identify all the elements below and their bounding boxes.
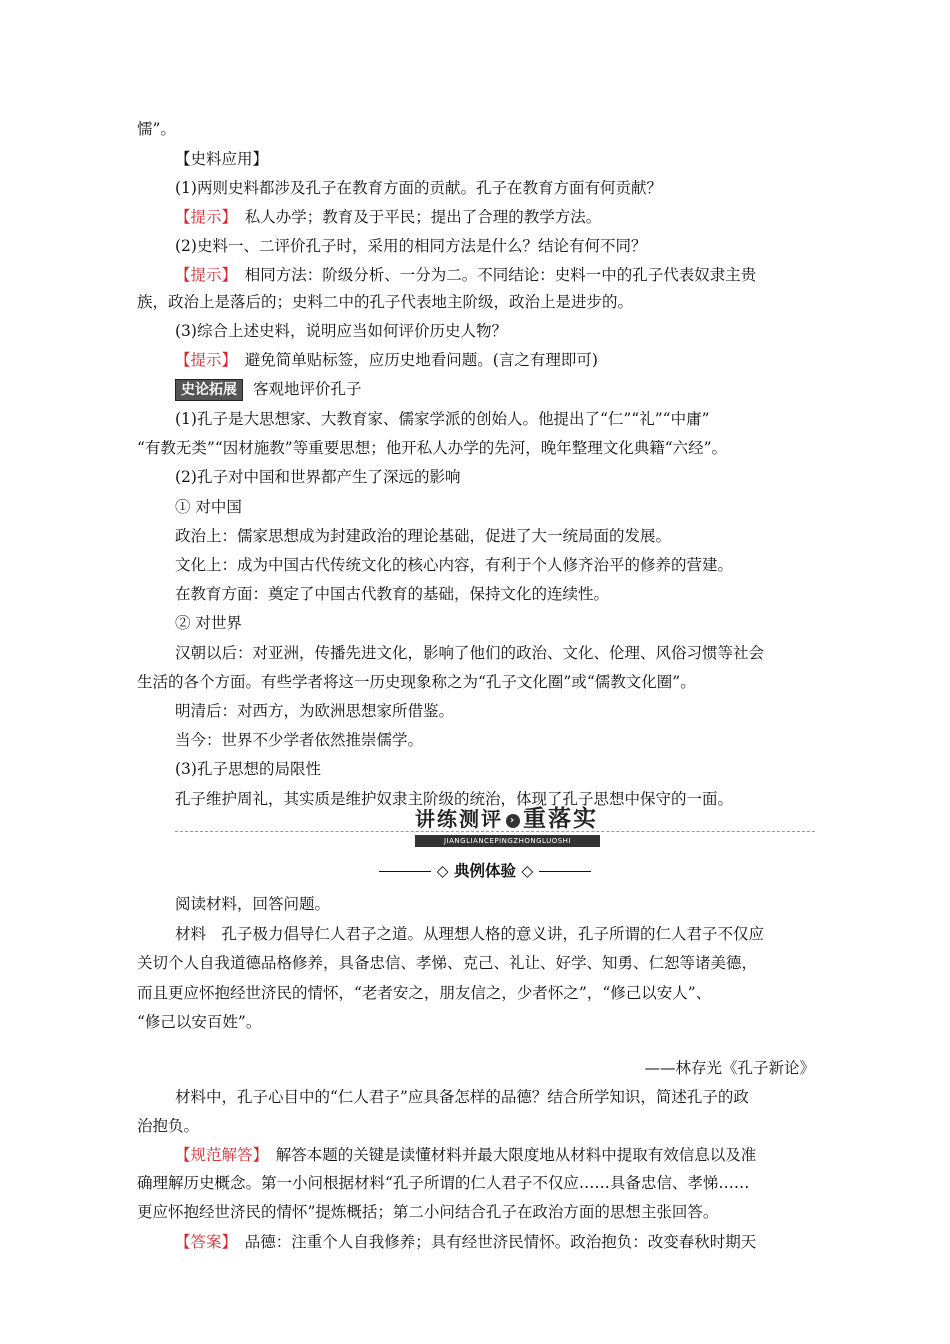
text-line: 关切个人自我道德品格修养，具备忠信、孝悌、克己、礼让、好学、知勇、仁恕等诸美德，	[137, 954, 758, 972]
hint-label: 【提示】	[175, 208, 230, 226]
question-2: (2)史料一、二评价孔子时，采用的相同方法是什么？结论有何不同？	[175, 237, 647, 255]
text-line: 材料中，孔子心目中的“仁人君子”应具备怎样的品德？结合所学知识，简述孔子的政	[175, 1088, 749, 1106]
text-line: 材料 孔子极力倡导仁人君子之道。从理想人格的意义讲，孔子所谓的仁人君子不仅应	[175, 924, 765, 943]
hint-text: 避免简单贴标签，应历史地看问题。(言之有理即可)	[244, 351, 598, 369]
heading-rule	[539, 871, 591, 872]
text-line: ② 对世界	[175, 614, 242, 633]
expand-title: 客观地评价孔子	[253, 380, 362, 398]
expand-tag: 史论拓展	[175, 379, 243, 401]
text-line: “修己以安百姓”。	[137, 1013, 262, 1031]
text-line: (2)孔子对中国和世界都产生了深远的影响	[175, 468, 461, 487]
text-line: 生活的各个方面。有些学者将这一历史现象称之为“孔子文化圈”或“儒教文化圈”。	[137, 672, 696, 691]
text-line: 懦”。	[137, 120, 176, 138]
text-line: 政治上：儒家思想成为封建政治的理论基础，促进了大一统局面的发展。	[175, 526, 672, 545]
hint-text: 相同方法：阶级分析、一分为二。不同结论：史料一中的孔子代表奴隶主贵	[244, 266, 757, 284]
answer-label: 【答案】	[175, 1233, 230, 1251]
section-label-sources: 【史料应用】	[175, 150, 269, 168]
material-source: ——林存光《孔子新论》	[644, 1059, 815, 1077]
text-line: 当今：世界不少学者依然推崇儒学。	[175, 731, 424, 750]
question-3: (3)综合上述史料，说明应当如何评价历史人物？	[175, 322, 507, 340]
banner-part2: 重落实	[523, 806, 598, 832]
text-line: 治抱负。	[137, 1117, 200, 1135]
text-line: ① 对中国	[175, 497, 242, 516]
text-line: 阅读材料，回答问题。	[175, 895, 331, 913]
text-line: 明清后：对西方，为欧洲思想家所借鉴。	[175, 702, 455, 720]
text-line: 孔子维护周礼，其实质是维护奴隶主阶级的统治，体现了孔子思想中保守的一面。	[175, 789, 734, 808]
analysis-text: 解答本题的关键是读懂材料并最大限度地从材料中提取有效信息以及准	[275, 1146, 757, 1164]
analysis-line-1	[175, 1144, 855, 1166]
example-heading	[355, 860, 615, 882]
expand-heading	[175, 378, 855, 401]
heading-rule	[379, 871, 431, 872]
arrow-icon: ›	[506, 814, 520, 828]
analysis-line-2: 确理解历史概念。第一小问根据材料“孔子所谓的仁人君子不仅应……具备忠信、孝悌……	[137, 1174, 750, 1192]
question-1: (1)两则史料都涉及孔子在教育方面的贡献。孔子在教育方面有何贡献？	[175, 179, 662, 197]
hint-label: 【提示】	[175, 351, 230, 369]
text-line: 而且更应怀抱经世济民的情怀，“老者安之，朋友信之，少者怀之”，“修己以安人”、	[137, 983, 712, 1002]
banner-part1: 讲练测评	[415, 807, 503, 831]
answer-text: 品德：注重个人自我修养；具有经世济民情怀。政治抱负：改变春秋时期天	[244, 1233, 757, 1251]
hint-text: 私人办学；教育及于平民；提出了合理的教学方法。	[244, 208, 602, 226]
banner-pinyin: JIANGLIANCEPINGZHONGLUOSHI	[415, 835, 600, 847]
text-line: (1)孔子是大思想家、大教育家、儒家学派的创始人。他提出了“仁”“礼”“中庸”	[175, 410, 710, 428]
hint-3	[175, 349, 855, 371]
hint-2-cont: 族，政治上是落后的；史料二中的孔子代表地主阶级，政治上是进步的。	[137, 293, 634, 311]
text-line: 在教育方面：奠定了中国古代教育的基础，保持文化的连续性。	[175, 585, 610, 604]
hint-2	[175, 264, 855, 286]
text-line: (3)孔子思想的局限性	[175, 760, 321, 779]
answer-line	[175, 1231, 855, 1253]
example-heading-text: ◇ 典例体验 ◇	[436, 862, 534, 880]
section-banner	[415, 800, 600, 845]
text-line: “有教无类”“因材施教”等重要思想；他开私人办学的先河，晚年整理文化典籍“六经”。	[137, 439, 728, 458]
text-line: 文化上：成为中国古代传统文化的核心内容，有利于个人修齐治平的修养的营建。	[175, 556, 734, 574]
analysis-label: 【规范解答】	[175, 1146, 261, 1164]
analysis-line-3: 更应怀抱经世济民的情怀”提炼概括；第二小问结合孔子在政治方面的思想主张回答。	[137, 1203, 719, 1221]
hint-label: 【提示】	[175, 266, 230, 284]
text-line: 汉朝以后：对亚洲，传播先进文化，影响了他们的政治、文化、伦理、风俗习惯等社会	[175, 643, 765, 662]
hint-1	[175, 206, 855, 228]
